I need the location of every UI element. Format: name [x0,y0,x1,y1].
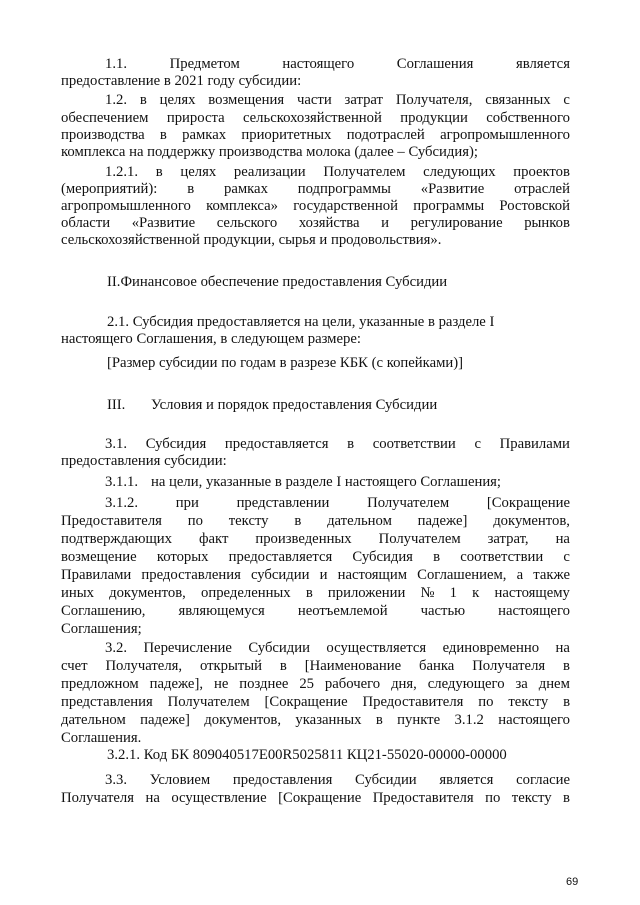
word: сельского [216,215,278,231]
word: рамках [223,181,268,197]
word: (мероприятий): [61,181,158,197]
word: в [347,436,355,452]
word: иных [61,585,94,601]
word: обеспечением [61,110,149,126]
paragraph-1-2-line3 [61,127,570,143]
word: 3.1.2 [454,712,484,728]
section-2-heading: II.Финансовое обеспечение предоставления Субсидии [107,274,448,290]
word: связанных [485,92,551,108]
word: затрат [344,92,383,108]
word: «Развитие [420,181,485,197]
paragraph-1-2-line4: комплекса на поддержку производства молока (далее – Субсидия); [61,144,478,160]
word: предоставляется [224,436,329,452]
word: является [439,772,494,788]
page-number: 69 [566,876,579,888]
word: Предоставителя [61,513,162,529]
word: Предоставителя [362,694,464,710]
word: настоящего [498,603,570,619]
paragraph-1-2-1-line4 [61,215,570,231]
word: Условием [149,772,211,788]
word: Ростовской [499,198,570,214]
word: 25 [299,676,314,692]
word: подпрограммы [297,181,391,197]
word: в [563,658,570,674]
word: целях [180,164,217,180]
word: целях [159,92,196,108]
word: на [555,640,570,656]
word: соответствии [372,436,456,452]
word: Получателем [378,531,461,547]
paragraph-3-2-line2 [61,658,570,674]
word: и [381,215,390,231]
word: Получателя, [395,92,473,108]
word: в [563,790,570,806]
word: подтверждающих [61,531,173,547]
paragraph-2-1: 2.1. Субсидия предоставляется на цели, указанные в разделе I [107,314,495,330]
word: Перечисление [143,640,232,656]
paragraph-3-1-2-line3 [61,531,570,547]
word: настоящего [282,56,355,72]
word: Субсидия [352,549,413,565]
word: приложении [327,585,406,601]
word: Предметом [169,56,240,72]
word: продукции [400,110,468,126]
word: программы [413,198,485,214]
word: указанных [295,712,362,728]
word: агропромышленного [61,198,191,214]
word: Субсидии [355,772,417,788]
paragraph-3-2-line5 [61,712,570,728]
word: Правилами [499,436,570,452]
word: осуществление [171,790,267,806]
word: настоящим [337,567,408,583]
word: возмещение [61,549,137,565]
word: затрат, [487,531,529,547]
word: с [563,92,570,108]
paragraph-3-1-2 [105,495,570,511]
word: определенных [201,585,291,601]
word: банка [419,658,455,674]
budget-code-line: 3.2.1. Код БК 809040517Е00R5025811 КЦ21-55020-00000-00000 [107,747,507,763]
word: предоставляется [228,549,333,565]
word: [Наименование [304,658,402,674]
paragraph-1-2-1-line3 [61,198,570,214]
word: счет [61,658,88,674]
word: Соглашения [396,56,474,72]
word: и [319,567,328,583]
word: тексту [511,790,552,806]
word: является [515,56,570,72]
paragraph-1-1-cont: предоставление в 2021 году субсидии: [61,73,302,89]
word: [Сокращение [264,694,348,710]
word: в [294,513,302,529]
word: в [563,694,570,710]
paragraph-1-2-1-line2 [61,181,570,197]
subsidy-amount-placeholder: [Размер субсидии по годам в разрезе КБК (с копейками)] [107,355,464,371]
word: а [516,567,524,583]
word: частью [420,603,466,619]
word: с [474,436,481,452]
word: которых [156,549,209,565]
word: представления [61,694,153,710]
word: в [139,92,147,108]
paragraph-3-2 [105,640,570,656]
paragraph-3-1-2-line7 [61,603,570,619]
word: Получателя, [105,658,183,674]
paragraph-1-2-line2 [61,110,570,126]
word: позднее [239,676,289,692]
paragraph-3-1 [105,436,570,452]
paragraph-3-1-2-line5 [61,567,570,583]
word: агропромышленного [440,127,570,143]
word: тексту [508,694,549,710]
word: реализации [233,164,306,180]
word: тексту [228,513,269,529]
word: рабочего [324,676,381,692]
word: собственного [486,110,570,126]
paragraph-1-2-1-line5: сельскохозяйственной продукции, сырья и продовольствия». [61,232,442,248]
paragraph-3-1-2-line6 [61,585,570,601]
word: соответствии [460,549,544,565]
word: 1.2.1. [105,164,139,180]
word: Субсидии [248,640,310,656]
word: дательном [327,513,392,529]
paragraph-1-2 [105,92,570,108]
word: по [478,694,494,710]
word: неотъемлемой [297,603,388,619]
word: Соглашением, [417,567,507,583]
word: Правилами [61,567,132,583]
word: к [472,585,480,601]
word: в [375,712,383,728]
word: днем [538,676,570,692]
word: следующих [423,164,496,180]
word: с [563,549,570,565]
paragraph-3-1-2-line4 [61,549,570,565]
word: 3.2. [105,640,128,656]
word: следующего [427,676,505,692]
paragraph-3-2-line4 [61,694,570,710]
paragraph-3-1-2-line2 [61,513,570,529]
word: за [515,676,528,692]
word: в [155,164,163,180]
word: единовременно [442,640,540,656]
word: представлении [236,495,330,511]
word: предложном [61,676,139,692]
word: рынков [524,215,570,231]
word: на [145,790,160,806]
word: проектов [513,164,570,180]
word: отраслей [514,181,570,197]
word: Получателя [61,790,134,806]
word: настоящего [498,712,570,728]
word: № [420,585,435,601]
word: Соглашению, [61,603,146,619]
word: сельскохозяйственной [242,110,382,126]
word: Получателем [367,495,450,511]
word: не [213,676,229,692]
word: в [279,658,287,674]
word: 3.3. [105,772,128,788]
word: осуществляется [326,640,427,656]
word: [Сокращение [486,495,570,511]
word: производства [61,127,145,143]
word: документов, [109,585,186,601]
paragraph-3-1-1-number: 3.1.1. [105,474,139,490]
word: в [159,127,167,143]
word: государственной [293,198,398,214]
word: в [305,585,313,601]
word: в [433,549,441,565]
word: падеже], [149,676,204,692]
word: хозяйства [298,215,360,231]
word: Получателем [167,694,250,710]
word: области [61,215,111,231]
word: настоящему [494,585,570,601]
word: факт [198,531,229,547]
section-3-number: III. [107,397,126,413]
word: Получателя [472,658,546,674]
word: Субсидия [145,436,207,452]
paragraph-1-1 [105,56,570,72]
word: приоритетных [241,127,332,143]
word: предоставления [232,772,333,788]
word: падеже] [140,712,190,728]
word: прироста [166,110,225,126]
word: падеже] [417,513,468,529]
word: в [187,181,195,197]
paragraph-3-2-line3 [61,676,570,692]
word: предоставления [141,567,241,583]
paragraph-3-3 [105,772,570,788]
paragraph-1-2-1 [105,164,570,180]
word: 3.1. [105,436,128,452]
word: 1 [449,585,458,601]
word: 1.1. [105,56,128,72]
word: документов, [493,513,570,529]
word: на [555,531,570,547]
paragraph-3-3-line2 [61,790,570,806]
word: Получателем [323,164,406,180]
word: дня, [391,676,417,692]
word: «Развитие [131,215,196,231]
paragraph-3-1-2-line8: Соглашения; [61,621,142,637]
paragraph-3-1-cont: предоставления субсидии: [61,453,227,469]
word: возмещения [208,92,285,108]
word: являющемуся [178,603,265,619]
word: дательном [61,712,126,728]
section-3-heading: Условия и порядок предоставления Субсидии [151,397,438,413]
word: по [485,790,501,806]
word: рамках [182,127,227,143]
word: документов, [204,712,282,728]
paragraph-2-1-cont: настоящего Соглашения, в следующем размере: [61,331,361,347]
word: также [533,567,570,583]
word: при [175,495,199,511]
word: подотраслей [346,127,425,143]
word: регулирование [410,215,503,231]
word: произведенных [255,531,352,547]
word: по [187,513,203,529]
word: пункте [397,712,441,728]
word: согласие [516,772,570,788]
word: открытый [199,658,263,674]
word: части [296,92,332,108]
word: 3.1.2. [105,495,139,511]
paragraph-3-2-line6: Соглашения. [61,730,142,746]
word: комплекса» [206,198,278,214]
word: Предоставителя [372,790,474,806]
word: 1.2. [105,92,128,108]
word: [Сокращение [278,790,362,806]
paragraph-3-1-1: на цели, указанные в разделе I настоящего Соглашения; [151,474,502,490]
word: субсидии [250,567,310,583]
